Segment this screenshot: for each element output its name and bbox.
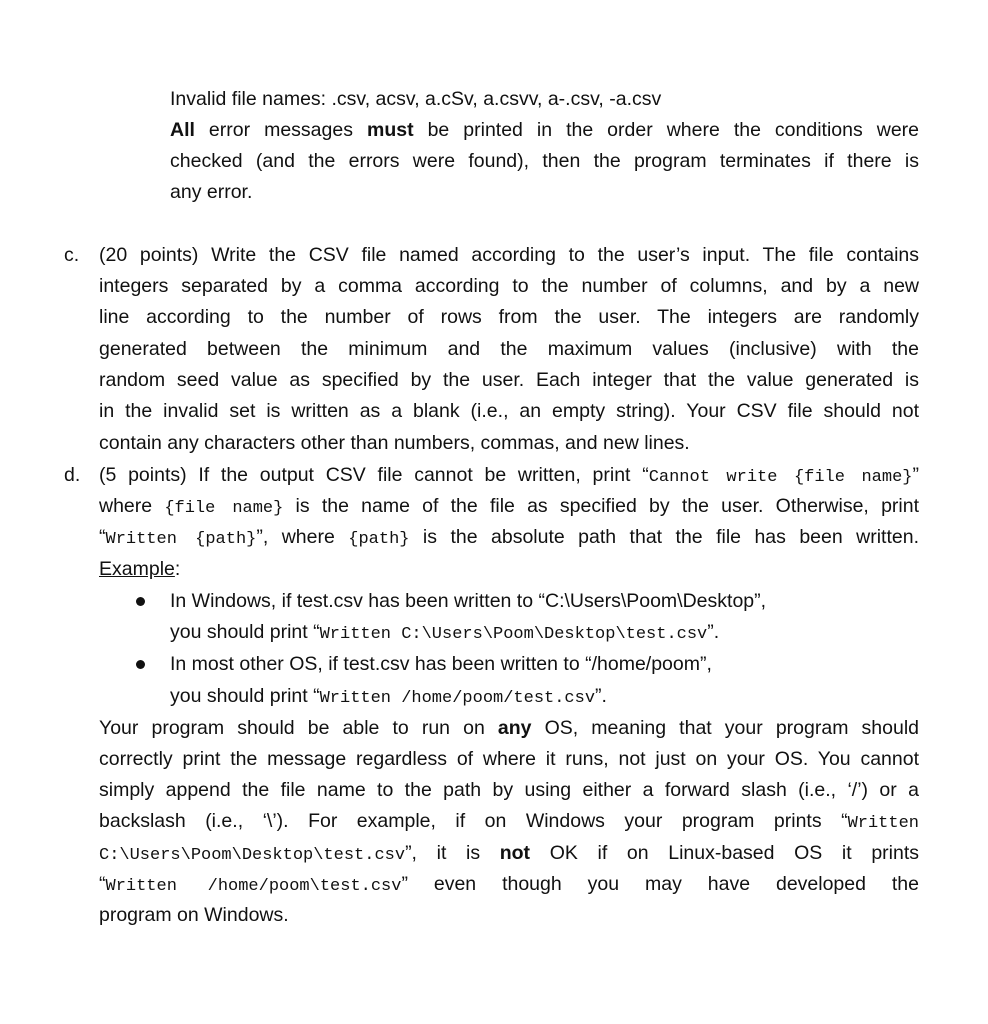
bullet-2-line-1: In most other OS, if test.csv has been written to “/home/poom”, [170,653,712,675]
bullet-2-line-2: you should print “Written /home/poom/test.csv”. [170,685,607,708]
item-c-label: c. [64,244,80,266]
any-error-line: any error. [170,181,253,203]
item-d-line-3: “Written {path}”, where {path} is the absolute path that the file has been written. [99,526,920,549]
portability-line-3: simply append the file name to the path by using either a forward slash (i.e., ‘/’) or a [99,779,919,801]
item-d-line-2: where {file name} is the name of the file as specified by the user. Otherwise, print [99,495,919,518]
bullet-1-line-1: In Windows, if test.csv has been written to “C:\Users\Poom\Desktop”, [170,590,767,612]
portability-line-5: C:\Users\Poom\Desktop\test.csv”, it is not OK if on Linux-based OS it prints [99,842,920,865]
example-heading: Example: [99,558,181,580]
item-c-line-7: contain any characters other than numbers, commas, and new lines. [99,432,690,454]
item-d-line-1: (5 points) If the output CSV file cannot be written, print “Cannot write {file name}” [99,464,919,487]
portability-line-2: correctly print the message regardless of where it runs, not just on your OS. You cannot [99,748,919,770]
bullet-2 [136,660,145,669]
error-order-line: All error messages must be printed in the order where the conditions were [170,119,919,141]
item-d-label: d. [64,464,81,486]
bullet-1-line-2: you should print “Written C:\Users\Poom\Desktop\test.csv”. [170,621,720,644]
item-c-line-3: line according to the number of rows from the user. The integers are randomly [99,306,919,328]
portability-line-7: program on Windows. [99,904,289,926]
item-c-line-2: integers separated by a comma according to the number of columns, and by a new [99,275,919,297]
item-c-line-5: random seed value as specified by the user. Each integer that the value generated is [99,369,919,391]
item-c-line-6: in the invalid set is written as a blank (i.e., an empty string). Your CSV file should not [99,400,919,422]
portability-line-1: Your program should be able to run on any OS, meaning that your program should [99,717,919,739]
item-c-line-1: (20 points) Write the CSV file named according to the user’s input. The file contains [99,244,919,266]
portability-line-6: “Written /home/poom\test.csv” even though you may have developed the [99,873,919,896]
terminate-line: checked (and the errors were found), then the program terminates if there is [170,150,919,172]
bullet-1 [136,597,145,606]
item-c-line-4: generated between the minimum and the maximum values (inclusive) with the [99,338,919,360]
portability-line-4: backslash (i.e., ‘\’). For example, if on Windows your program prints “Written [99,810,919,833]
invalid-file-names-line: Invalid file names: .csv, acsv, a.cSv, a.csvv, a-.csv, -a.csv [170,88,662,110]
